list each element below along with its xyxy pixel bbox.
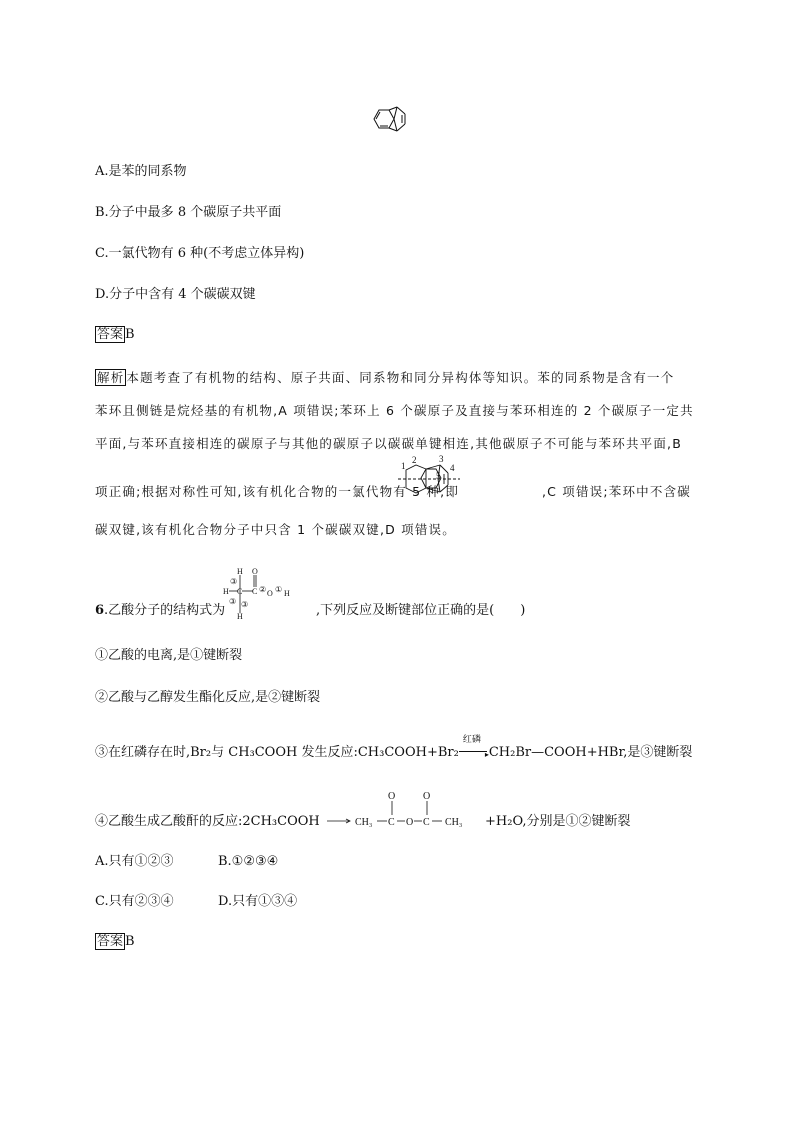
option-b: B.分子中最多 8 个碳原子共平面 bbox=[95, 205, 282, 220]
svg-text:O: O bbox=[267, 589, 273, 598]
svg-text:③: ③ bbox=[229, 597, 237, 606]
label-1: 1 bbox=[401, 461, 406, 471]
q6-option-d: D.只有①③④ bbox=[218, 894, 298, 909]
analysis-line-2: 苯环且侧链是烷烃基的有机物,A 项错误;苯环上 6 个碳原子及直接与苯环相连的 2 个碳原子一定共 bbox=[95, 403, 694, 418]
option-c: C.一氯代物有 6 种(不考虑立体异构) bbox=[95, 246, 305, 261]
q6-option-c: C.只有②③④ bbox=[95, 894, 174, 909]
svg-text:CH₃: CH₃ bbox=[355, 817, 373, 828]
answer-value: B bbox=[125, 934, 135, 949]
chlorination-sites-diagram bbox=[398, 454, 483, 499]
question-6-stem-end: ,下列反应及断键部位正确的是( ) bbox=[316, 603, 526, 618]
svg-text:C: C bbox=[388, 817, 395, 828]
svg-text:C: C bbox=[423, 817, 430, 828]
option-d: D.分子中含有 4 个碳碳双键 bbox=[95, 287, 256, 302]
svg-text:H: H bbox=[237, 612, 243, 621]
option-a: A.是苯的同系物 bbox=[95, 164, 187, 179]
label-4: 4 bbox=[450, 463, 455, 473]
analysis-line-5: 碳双键,该有机化合物分子中只含 1 个碳碳双键,D 项错误。 bbox=[95, 522, 456, 537]
answer-q6 bbox=[95, 934, 135, 950]
statement-1: ①乙酸的电离,是①键断裂 bbox=[95, 648, 243, 663]
svg-text:②: ② bbox=[259, 585, 267, 594]
label-2: 2 bbox=[412, 455, 417, 465]
svg-text:H: H bbox=[284, 589, 290, 598]
label-3: 3 bbox=[439, 454, 444, 464]
analysis-line-4a: 项正确;根据对称性可知,该有机化合物的一氯代物有 5 种,即 bbox=[95, 484, 460, 499]
label-5: 5 bbox=[436, 471, 441, 481]
svg-text:①: ① bbox=[275, 585, 283, 594]
statement-2: ②乙酸与乙醇发生酯化反应,是②键断裂 bbox=[95, 690, 321, 705]
svg-text:C: C bbox=[252, 587, 258, 596]
statement-4: ④乙酸生成乙酸酐的反应:2CH₃COOH bbox=[95, 814, 320, 829]
reaction-arrow: 红磷 ▸ bbox=[459, 746, 489, 756]
statement-4-end: +H₂O,分别是①②键断裂 bbox=[485, 814, 631, 829]
svg-text:O: O bbox=[423, 791, 431, 802]
analysis-line-4b: ,C 项错误;苯环中不含碳 bbox=[542, 484, 691, 499]
svg-text:CH₃: CH₃ bbox=[445, 817, 463, 828]
question-number: 6 bbox=[95, 603, 105, 618]
answer-label: 答案 bbox=[97, 934, 124, 949]
answer-q5 bbox=[95, 327, 135, 343]
benzonorbornadiene-structure bbox=[370, 104, 410, 134]
answer-label: 答案 bbox=[97, 327, 124, 342]
svg-text:H: H bbox=[237, 567, 243, 576]
analysis-label: 解析 bbox=[97, 370, 125, 385]
q6-option-a: A.只有①②③ bbox=[95, 854, 174, 869]
svg-text:O: O bbox=[406, 817, 414, 828]
svg-text:③: ③ bbox=[241, 600, 249, 609]
svg-text:C: C bbox=[237, 587, 243, 596]
acetic-acid-structure bbox=[210, 565, 300, 620]
question-6-stem: 6.乙酸分子的结构式为 bbox=[95, 603, 226, 618]
statement-3: ③在红磷存在时,Br₂与 CH₃COOH 发生反应:CH₃COOH+Br₂ 红磷 ▸ CH₂Br—COOH+HBr,是③键断裂 bbox=[95, 735, 693, 760]
answer-value: B bbox=[125, 327, 135, 342]
acetic-anhydride-structure bbox=[325, 788, 485, 830]
svg-text:O: O bbox=[252, 567, 258, 576]
q6-option-b: B.①②③④ bbox=[218, 854, 279, 869]
svg-text:H: H bbox=[223, 587, 229, 596]
analysis-line-3: 平面,与苯环直接相连的碳原子与其他的碳原子以碳碳单键相连,其他碳原子不可能与苯环共平面,B bbox=[95, 436, 682, 451]
analysis-line-1: 解析 本题考查了有机物的结构、原子共面、同系物和同分异构体等知识。苯的同系物是含有一个 bbox=[97, 370, 675, 385]
svg-text:③: ③ bbox=[230, 577, 238, 586]
svg-text:O: O bbox=[388, 791, 396, 802]
